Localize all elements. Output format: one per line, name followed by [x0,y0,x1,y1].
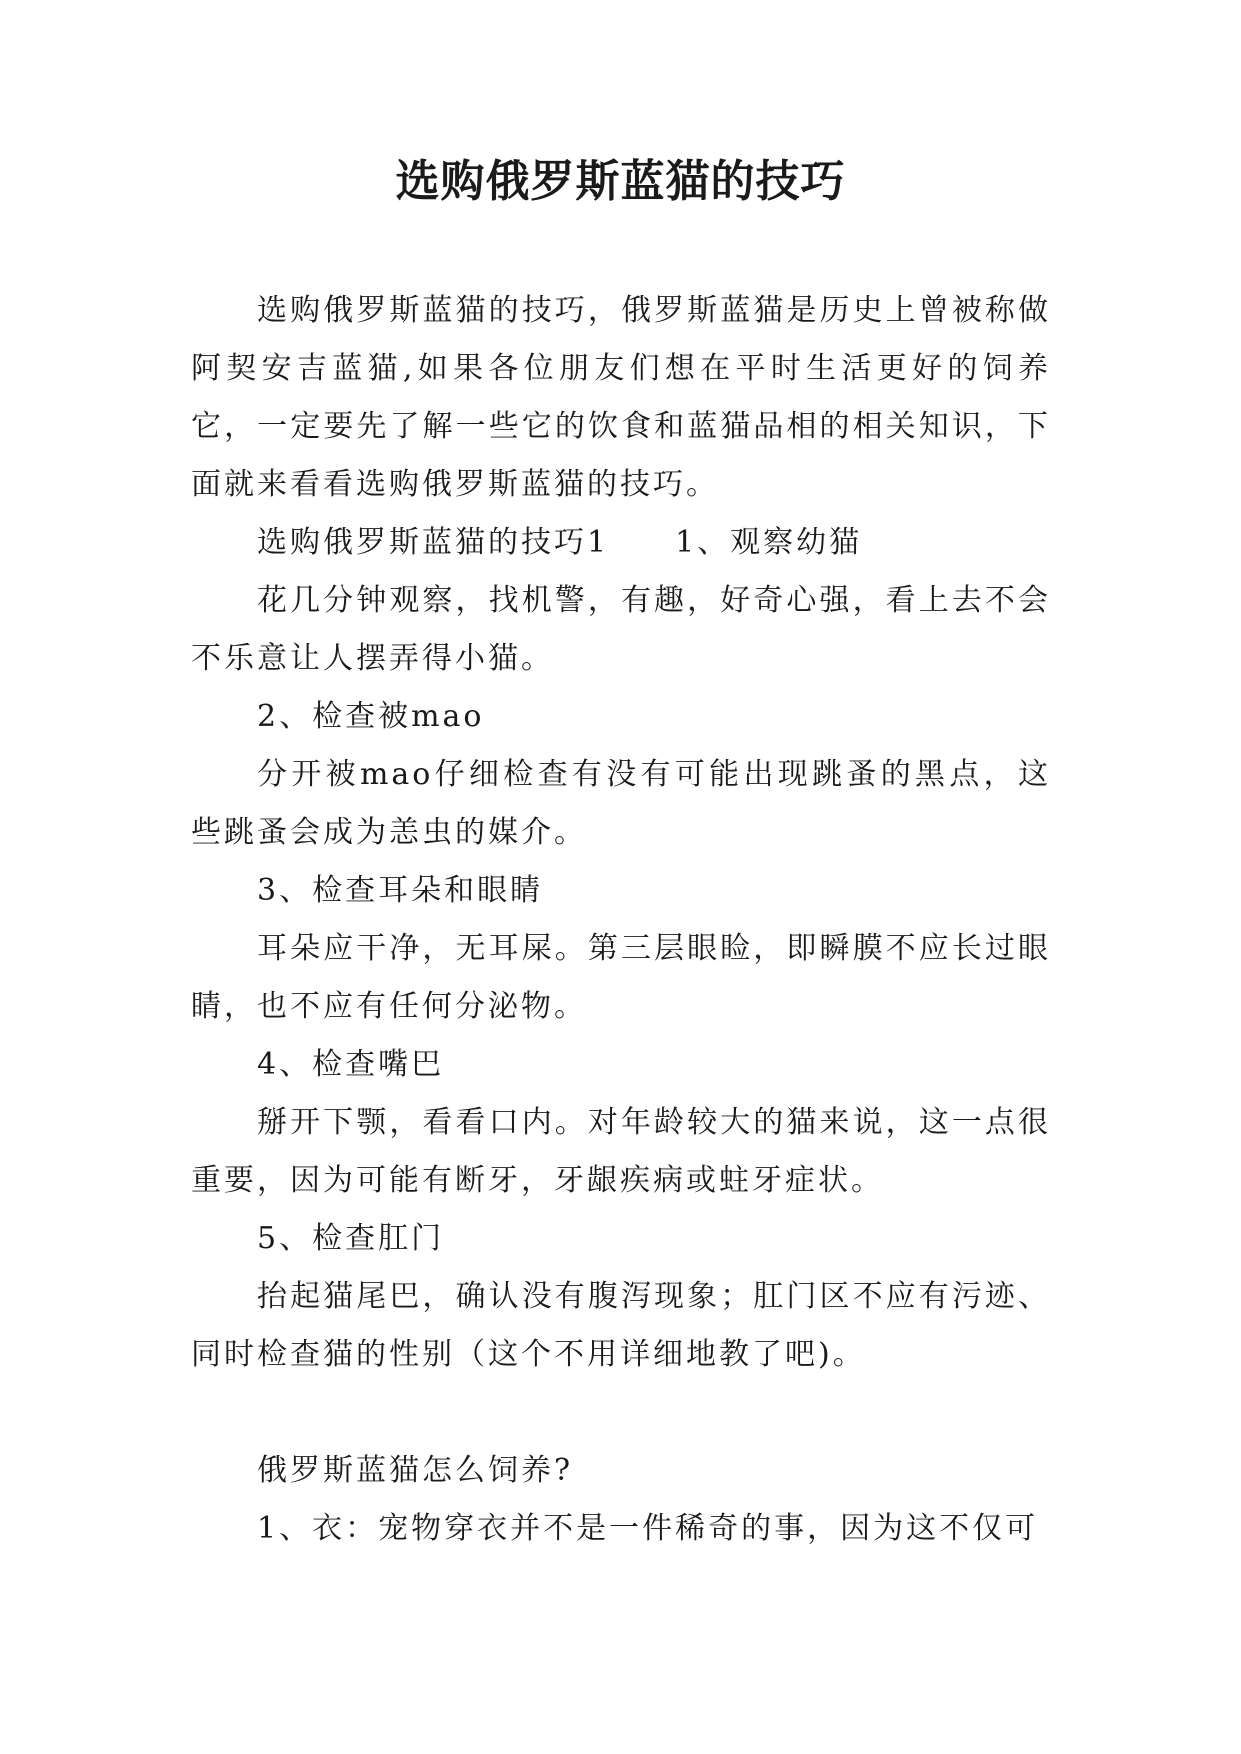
paragraph-check-ears-eyes: 耳朵应干净，无耳屎。第三层眼睑，即瞬膜不应长过眼睛，也不应有任何分泌物。 [191,931,1051,1024]
document-body [191,282,1051,1558]
document-title: 选购俄罗斯蓝猫的技巧 [395,156,846,207]
paragraph-heading-2: 2、检查被mao [257,699,485,734]
paragraph-heading-5: 5、检查肛门 [257,1221,445,1256]
paragraph-section-heading-1: 选购俄罗斯蓝猫的技巧1 1、观察幼猫 [257,525,863,560]
paragraph-heading-3: 3、检查耳朵和眼睛 [257,873,544,908]
paragraph-check-fur: 分开被mao仔细检查有没有可能出现跳蚤的黑点，这些跳蚤会成为恙虫的媒介。 [191,757,1051,850]
paragraph-clothing: 1、衣：宠物穿衣并不是一件稀奇的事，因为这不仅可 [257,1511,1039,1546]
paragraph-observe-kitten: 花几分钟观察，找机警，有趣，好奇心强，看上去不会不乐意让人摆弄得小猫。 [191,583,1051,676]
paragraph-heading-4: 4、检查嘴巴 [257,1047,445,1082]
paragraph-check-mouth: 掰开下颚，看看口内。对年龄较大的猫来说，这一点很重要，因为可能有断牙，牙龈疾病或蛀牙症状。 [191,1105,1051,1198]
paragraph-intro: 选购俄罗斯蓝猫的技巧，俄罗斯蓝猫是历史上曾被称做阿契安吉蓝猫,如果各位朋友们想在平时生活更好的饲养它，一定要先了解一些它的饮食和蓝猫品相的相关知识，下面就来看看选购俄罗斯蓝猫的技巧。 [191,293,1051,502]
paragraph-feeding-heading: 俄罗斯蓝猫怎么饲养? [257,1453,574,1488]
paragraph-check-anus: 抬起猫尾巴，确认没有腹泻现象；肛门区不应有污迹、同时检查猫的性别（这个不用详细地教了吧)。 [191,1279,1051,1372]
